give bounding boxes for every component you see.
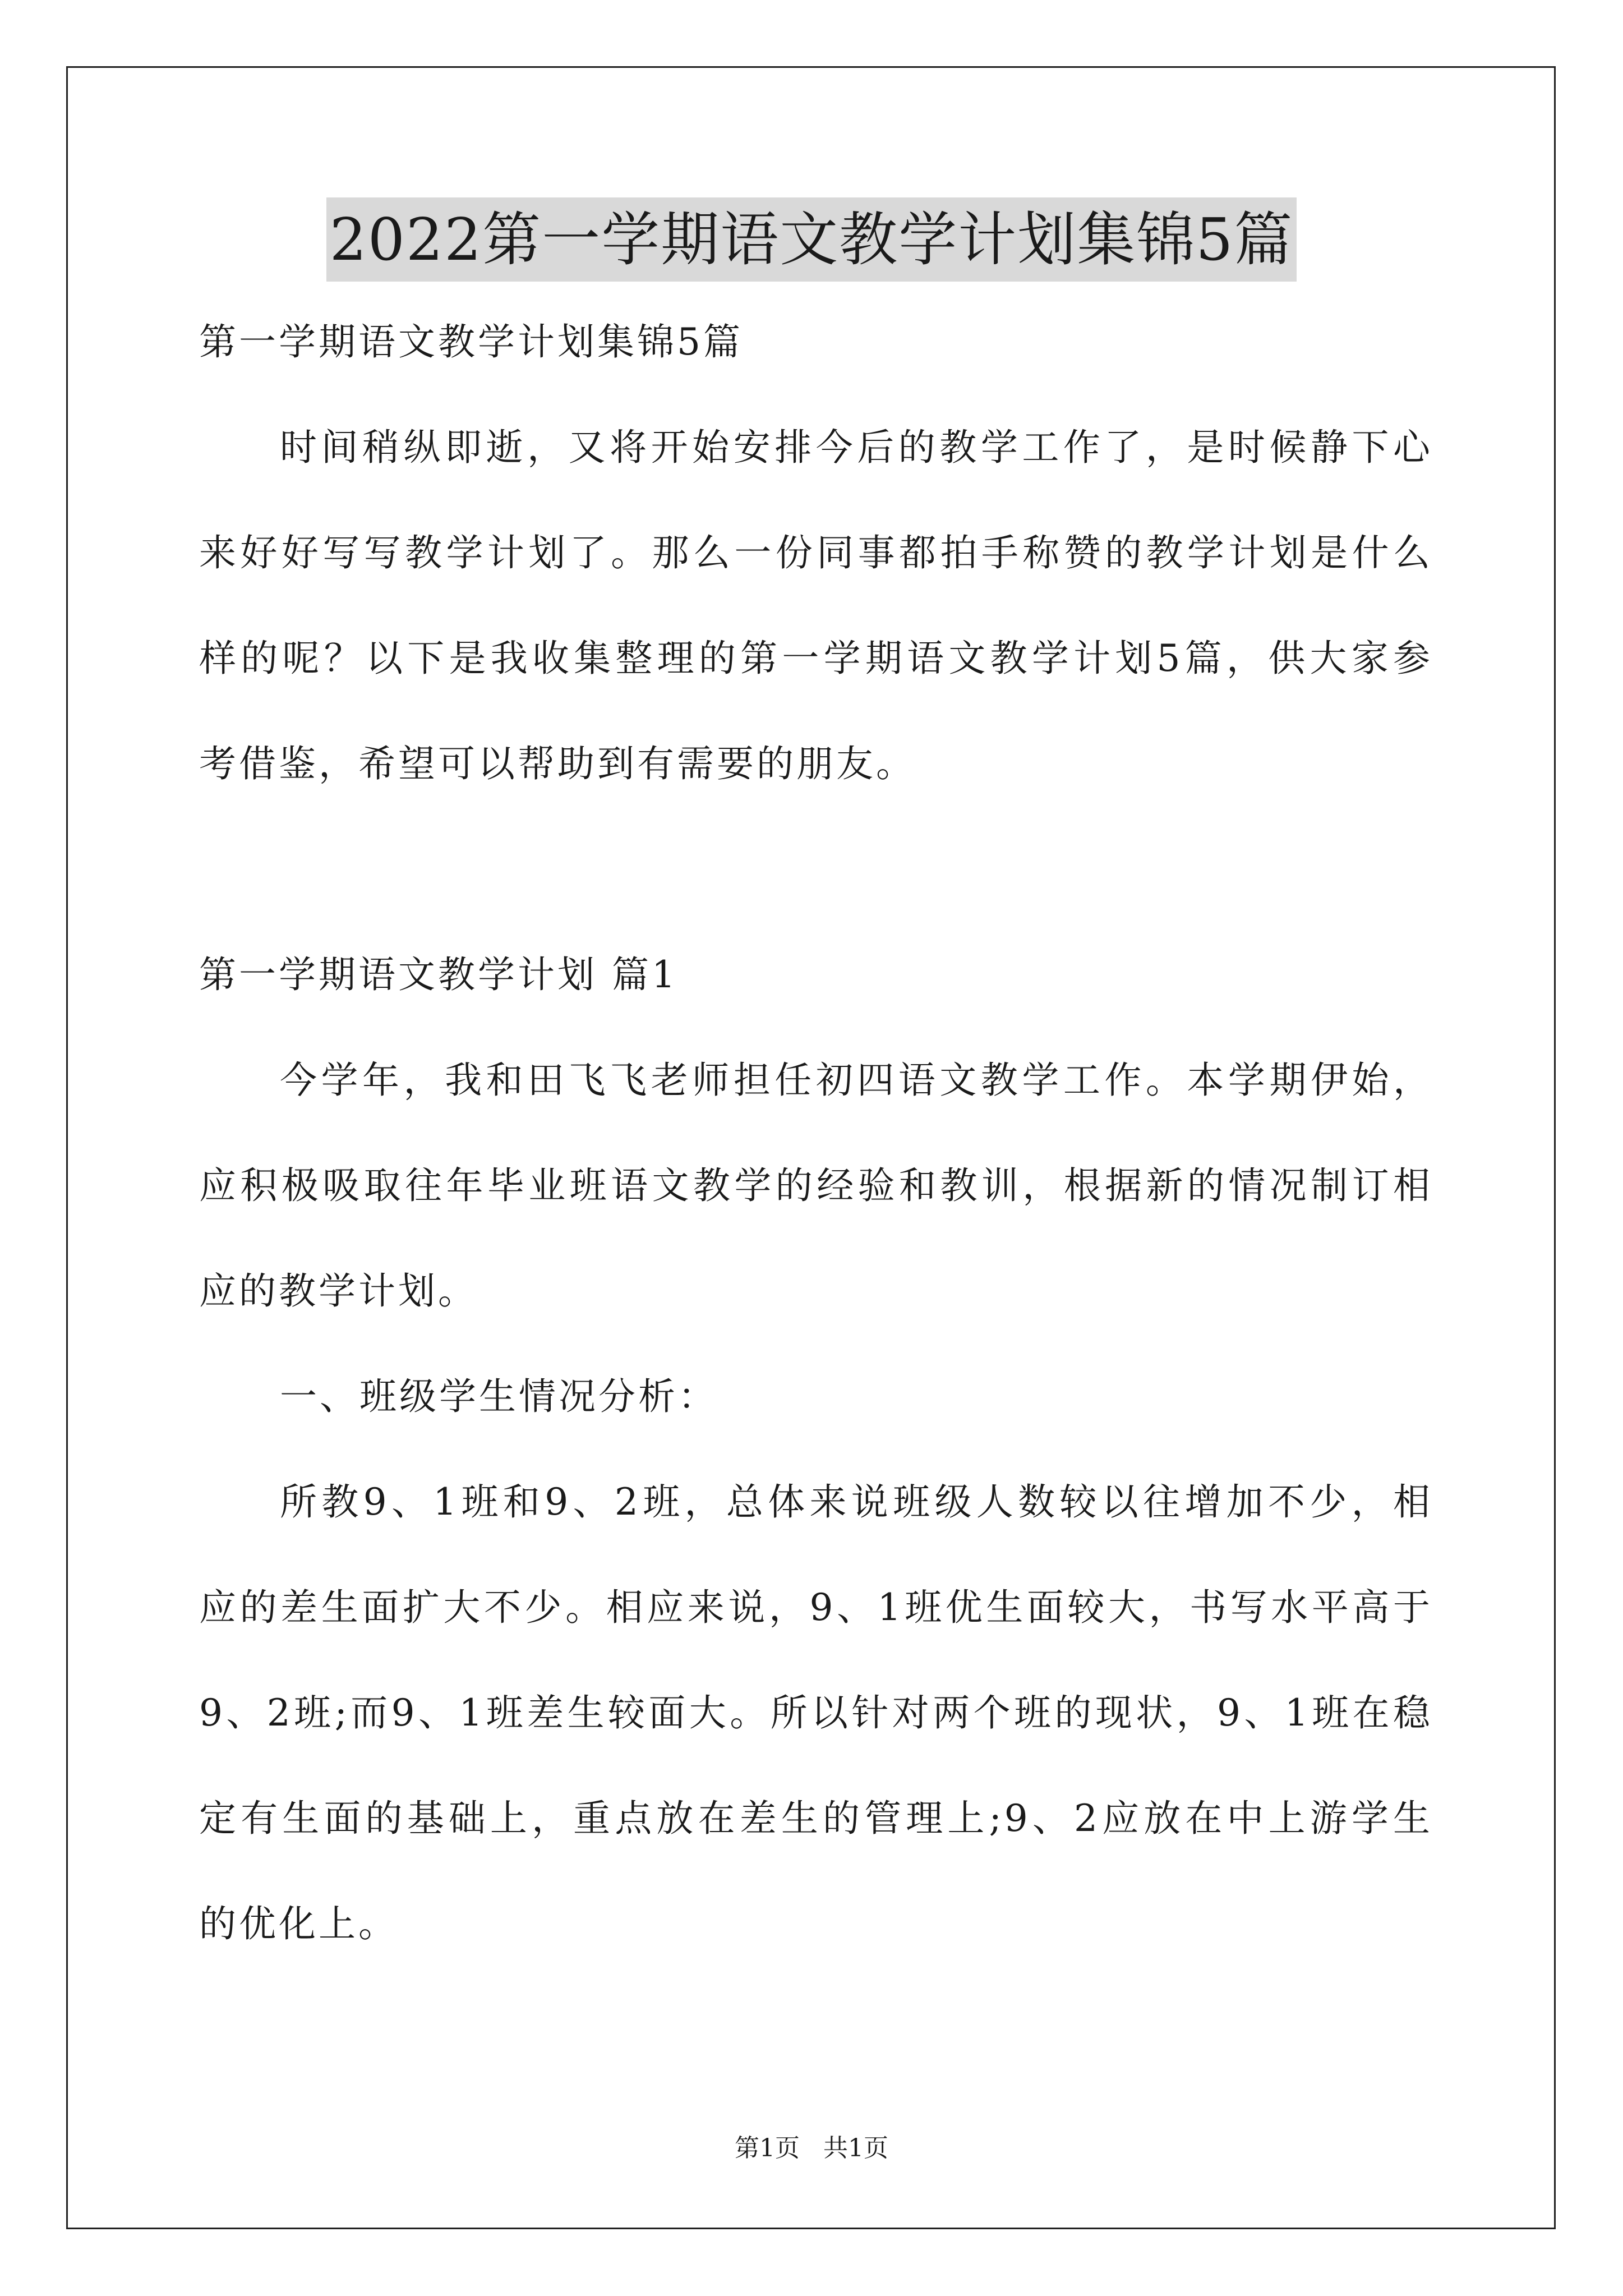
title-container	[0, 197, 1623, 282]
subheading: 一、班级学生情况分析：	[280, 1375, 718, 1418]
document-title: 2022第一学期语文教学计划集锦5篇	[326, 197, 1297, 282]
paragraph-line: 定有生面的基础上，重点放在差生的管理上;9、2应放在中上游学生	[199, 1797, 1433, 1840]
paragraph-line: 9、2班;而9、1班差生较面大。所以针对两个班的现状，9、1班在稳	[199, 1691, 1433, 1734]
intro-line: 来好好写写教学计划了。那么一份同事都拍手称赞的教学计划是什么	[199, 531, 1433, 574]
intro-line: 考借鉴，希望可以帮助到有需要的朋友。	[199, 742, 916, 785]
document-body	[199, 314, 1433, 2001]
page-footer: 第1页 共1页	[735, 2134, 888, 2162]
document-subtitle: 第一学期语文教学计划集锦5篇	[199, 320, 743, 364]
paragraph-line: 应的教学计划。	[199, 1269, 478, 1313]
paragraph-line: 应积极吸取往年毕业班语文教学的经验和教训，根据新的情况制订相	[199, 1164, 1433, 1207]
section-heading: 第一学期语文教学计划 篇1	[199, 953, 678, 996]
paragraph-line: 今学年，我和田飞飞老师担任初四语文教学工作。本学期伊始，	[280, 1059, 1433, 1102]
paragraph-line: 的优化上。	[199, 1902, 398, 1945]
intro-line: 样的呢？以下是我收集整理的第一学期语文教学计划5篇，供大家参	[199, 637, 1433, 680]
paragraph-line: 所教9、1班和9、2班，总体来说班级人数较以往增加不少，相	[280, 1480, 1433, 1524]
paragraph-line: 应的差生面扩大不少。相应来说，9、1班优生面较大，书写水平高于	[199, 1586, 1433, 1629]
intro-line: 时间稍纵即逝，又将开始安排今后的教学工作了，是时候静下心	[280, 426, 1433, 469]
paragraph-gap	[199, 841, 1433, 947]
